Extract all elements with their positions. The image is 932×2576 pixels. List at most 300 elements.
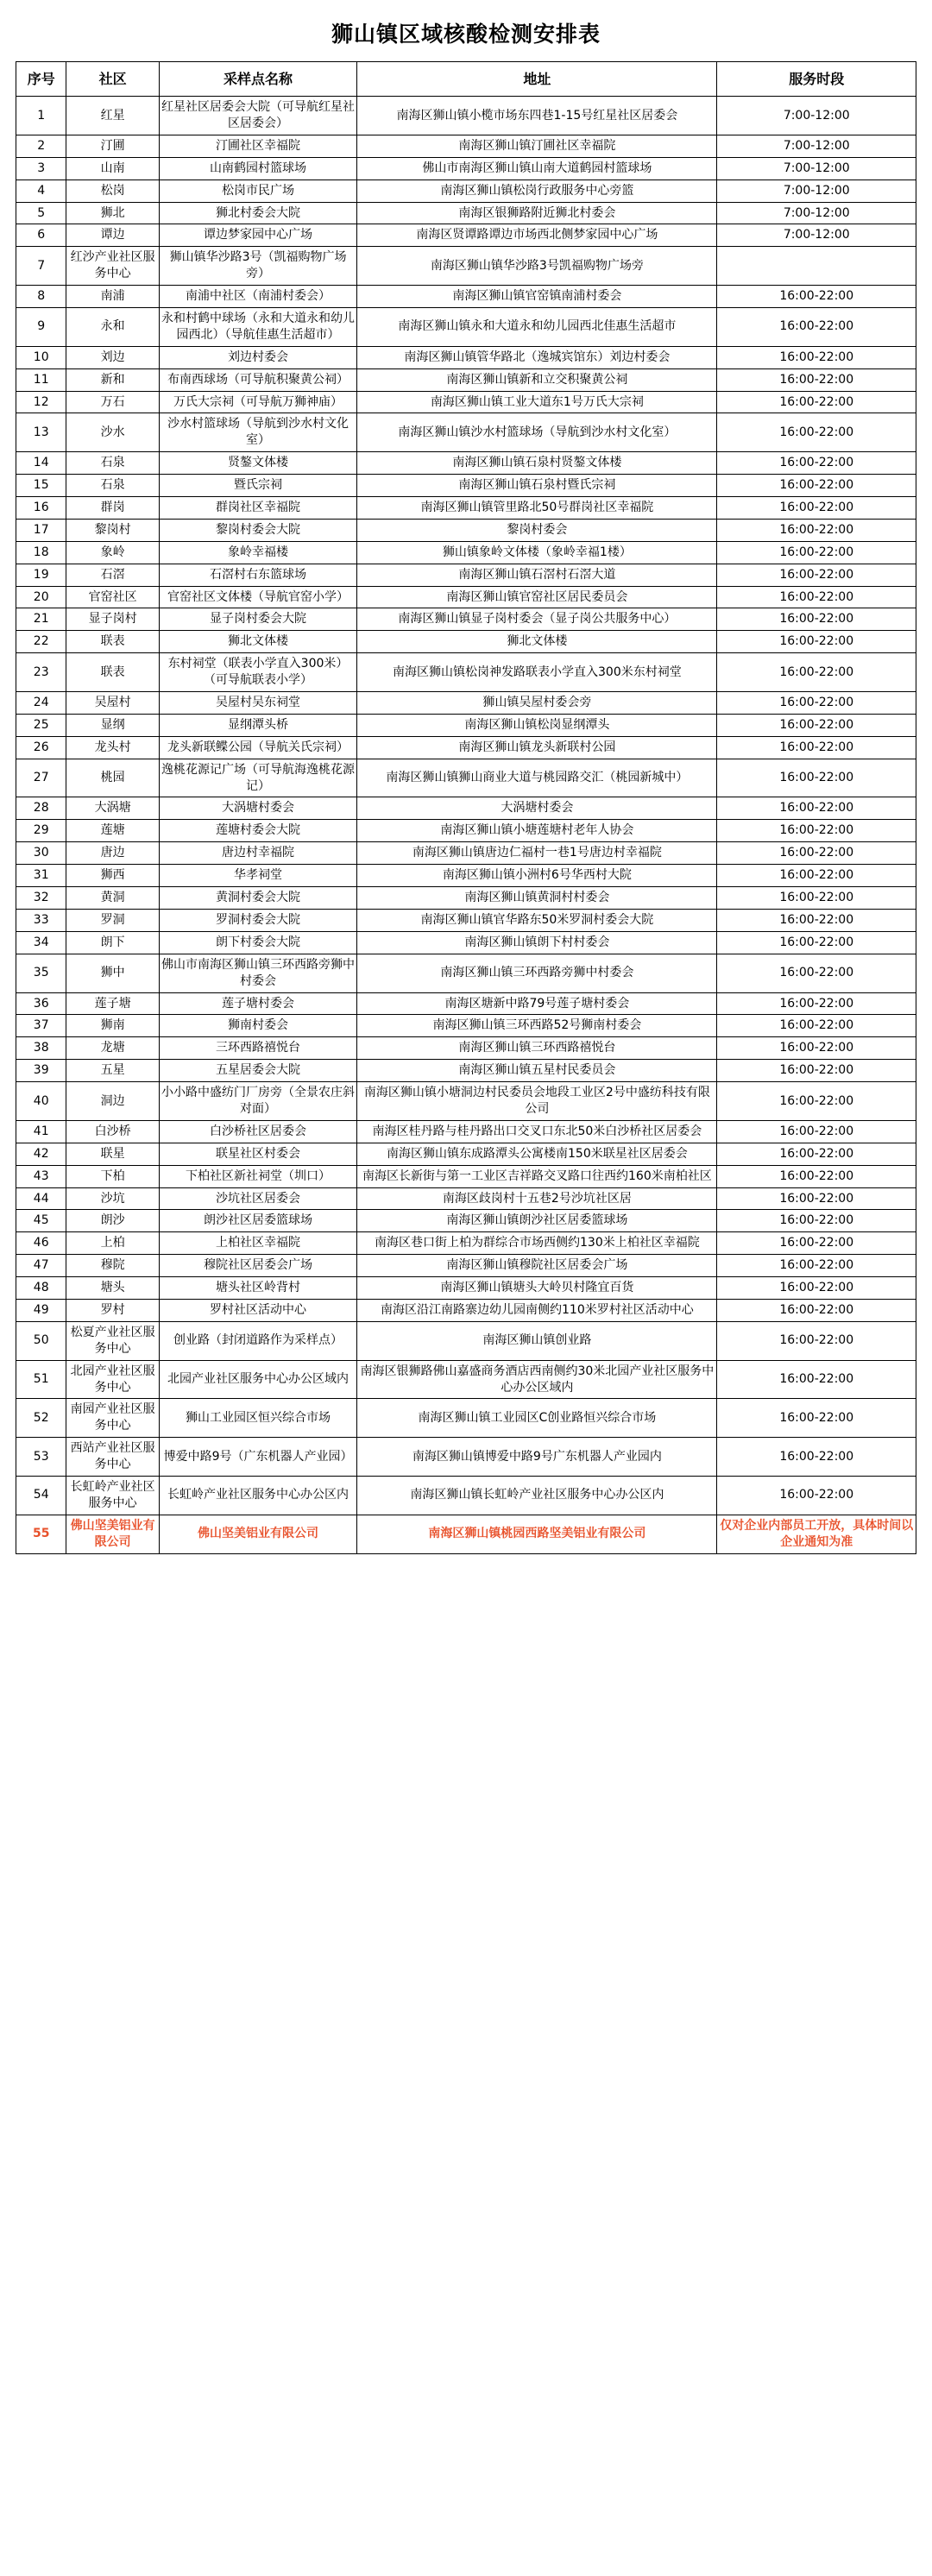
- cell-seq: 53: [16, 1438, 66, 1477]
- cell-time: 7:00-12:00: [717, 202, 916, 224]
- cell-address: 南海区狮山镇桃园西路坚美铝业有限公司: [357, 1515, 717, 1553]
- cell-address: 南海区狮山镇官窑社区居民委员会: [357, 586, 717, 608]
- cell-community: 北园产业社区服务中心: [66, 1360, 159, 1399]
- cell-time: 16:00-22:00: [717, 519, 916, 541]
- table-row: [16, 714, 916, 736]
- table-row: [16, 797, 916, 820]
- cell-community: 狮北: [66, 202, 159, 224]
- cell-seq: 19: [16, 564, 66, 586]
- cell-community: 汀圃: [66, 135, 159, 157]
- cell-address: 南海区狮山镇管里路北50号群岗社区幸福院: [357, 497, 717, 520]
- cell-community: 龙头村: [66, 736, 159, 759]
- cell-site: 狮山镇华沙路3号（凯福购物广场旁）: [159, 247, 356, 286]
- cell-address: 南海区狮山镇华沙路3号凯福购物广场旁: [357, 247, 717, 286]
- cell-time: 16:00-22:00: [717, 1476, 916, 1515]
- cell-site: 北园产业社区服务中心办公区域内: [159, 1360, 356, 1399]
- table-row: [16, 1277, 916, 1300]
- cell-address: 南海区桂丹路与桂丹路出口交叉口东北50米白沙桥社区居委会: [357, 1120, 717, 1143]
- table-row: [16, 1037, 916, 1060]
- table-row: [16, 541, 916, 564]
- cell-time: 16:00-22:00: [717, 759, 916, 797]
- cell-seq: 22: [16, 631, 66, 653]
- cell-address: 南海区狮山镇官华路东50米罗洞村委会大院: [357, 909, 717, 931]
- cell-time: 7:00-12:00: [717, 224, 916, 247]
- cell-time: 16:00-22:00: [717, 475, 916, 497]
- cell-seq: 23: [16, 653, 66, 692]
- cell-seq: 31: [16, 865, 66, 887]
- cell-address: 南海区狮山镇管华路北（逸城宾馆东）刘边村委会: [357, 346, 717, 368]
- cell-seq: 6: [16, 224, 66, 247]
- cell-address: 佛山市南海区狮山镇山南大道鹤园村篮球场: [357, 157, 717, 180]
- cell-community: 西站产业社区服务中心: [66, 1438, 159, 1477]
- table-row: [16, 887, 916, 910]
- cell-site: 联星社区村委会: [159, 1143, 356, 1165]
- table-row: [16, 452, 916, 475]
- table-row: [16, 180, 916, 202]
- table-row: [16, 1120, 916, 1143]
- cell-site: 显纲潭头桥: [159, 714, 356, 736]
- cell-community: 洞边: [66, 1082, 159, 1121]
- table-row: [16, 1082, 916, 1121]
- cell-community: 石泉: [66, 452, 159, 475]
- table-row: [16, 865, 916, 887]
- cell-time: 16:00-22:00: [717, 391, 916, 413]
- cell-seq: 25: [16, 714, 66, 736]
- cell-site: 南浦中社区（南浦村委会）: [159, 286, 356, 308]
- table-row: [16, 391, 916, 413]
- cell-site: 万氏大宗祠（可导航万狮神庙）: [159, 391, 356, 413]
- cell-site: 石滘村右东篮球场: [159, 564, 356, 586]
- cell-community: 红沙产业社区服务中心: [66, 247, 159, 286]
- cell-address: 狮北文体楼: [357, 631, 717, 653]
- cell-address: 南海区狮山镇狮山商业大道与桃园路交汇（桃园新城中）: [357, 759, 717, 797]
- cell-seq: 9: [16, 308, 66, 347]
- cell-community: 桃园: [66, 759, 159, 797]
- cell-community: 石滘: [66, 564, 159, 586]
- cell-seq: 28: [16, 797, 66, 820]
- cell-community: 联表: [66, 653, 159, 692]
- cell-time: 16:00-22:00: [717, 1438, 916, 1477]
- cell-address: 南海区狮山镇龙头新联村公园: [357, 736, 717, 759]
- cell-address: 南海区狮山镇松岗行政服务中心旁篮: [357, 180, 717, 202]
- cell-seq: 5: [16, 202, 66, 224]
- cell-seq: 54: [16, 1476, 66, 1515]
- cell-time: 16:00-22:00: [717, 1015, 916, 1037]
- cell-address: 南海区狮山镇长虹岭产业社区服务中心办公区内: [357, 1476, 717, 1515]
- table-row: [16, 346, 916, 368]
- cell-community: 穆院: [66, 1255, 159, 1277]
- cell-address: 南海区狮山镇小塘洞边村民委员会地段工业区2号中盛纺科技有限公司: [357, 1082, 717, 1121]
- table-row: [16, 954, 916, 992]
- cell-time: 16:00-22:00: [717, 1299, 916, 1321]
- schedule-table: [16, 61, 916, 1554]
- cell-community: 罗村: [66, 1299, 159, 1321]
- cell-time: 16:00-22:00: [717, 1360, 916, 1399]
- cell-address: 南海区狮山镇工业大道东1号万氏大宗祠: [357, 391, 717, 413]
- cell-address: 南海区贤谭路谭边市场西北侧梦家园中心广场: [357, 224, 717, 247]
- cell-community: 朗沙: [66, 1210, 159, 1232]
- cell-time: 16:00-22:00: [717, 931, 916, 954]
- cell-site: 佛山坚美铝业有限公司: [159, 1515, 356, 1553]
- page-title: 狮山镇区域核酸检测安排表: [331, 22, 601, 47]
- cell-time: 16:00-22:00: [717, 653, 916, 692]
- table-row: [16, 135, 916, 157]
- cell-address: 南海区歧岗村十五巷2号沙坑社区居: [357, 1187, 717, 1210]
- cell-address: 南海区狮山镇五星村民委员会: [357, 1060, 717, 1082]
- cell-community: 黎岗村: [66, 519, 159, 541]
- cell-time: 16:00-22:00: [717, 1399, 916, 1438]
- cell-site: 佛山市南海区狮山镇三环西路旁狮中村委会: [159, 954, 356, 992]
- table-row: [16, 1165, 916, 1187]
- table-row: [16, 368, 916, 391]
- table-row: [16, 586, 916, 608]
- cell-seq: 52: [16, 1399, 66, 1438]
- cell-seq: 15: [16, 475, 66, 497]
- cell-address: 南海区狮山镇黄洞村村委会: [357, 887, 717, 910]
- cell-address: 南海区巷口街上柏为群综合市场西侧约130米上柏社区幸福院: [357, 1232, 717, 1255]
- cell-community: 联星: [66, 1143, 159, 1165]
- cell-site: 罗村社区活动中心: [159, 1299, 356, 1321]
- cell-community: 官窑社区: [66, 586, 159, 608]
- table-row: [16, 157, 916, 180]
- cell-address: 南海区狮山镇小洲村6号华西村大院: [357, 865, 717, 887]
- cell-address: 南海区狮山镇石泉村暨氏宗祠: [357, 475, 717, 497]
- cell-site: 汀圃社区幸福院: [159, 135, 356, 157]
- table-row: [16, 931, 916, 954]
- cell-address: 南海区狮山镇创业路: [357, 1321, 717, 1360]
- cell-address: 南海区狮山镇沙水村篮球场（导航到沙水村文化室）: [357, 413, 717, 452]
- table-row: [16, 564, 916, 586]
- cell-site: 长虹岭产业社区服务中心办公区内: [159, 1476, 356, 1515]
- table-row: [16, 692, 916, 715]
- cell-address: 大涡塘村委会: [357, 797, 717, 820]
- cell-community: 显子岗村: [66, 608, 159, 631]
- cell-site: 朗下村委会大院: [159, 931, 356, 954]
- cell-community: 山南: [66, 157, 159, 180]
- cell-address: 黎岗村委会: [357, 519, 717, 541]
- cell-community: 莲子塘: [66, 992, 159, 1015]
- cell-seq: 13: [16, 413, 66, 452]
- cell-site: 狮北村委会大院: [159, 202, 356, 224]
- cell-site: 东村祠堂（联表小学直入300米）（可导航联表小学）: [159, 653, 356, 692]
- cell-time: 16:00-22:00: [717, 1165, 916, 1187]
- cell-site: 博爱中路9号（广东机器人产业园）: [159, 1438, 356, 1477]
- cell-time: 16:00-22:00: [717, 631, 916, 653]
- cell-community: 大涡塘: [66, 797, 159, 820]
- table-row: [16, 1015, 916, 1037]
- cell-site: 黄洞村委会大院: [159, 887, 356, 910]
- cell-seq: 50: [16, 1321, 66, 1360]
- cell-seq: 7: [16, 247, 66, 286]
- cell-community: 朗下: [66, 931, 159, 954]
- table-body: [16, 97, 916, 1553]
- cell-time: 仅对企业内部员工开放，具体时间以企业通知为准: [717, 1515, 916, 1553]
- cell-site: 三环西路禧悦台: [159, 1037, 356, 1060]
- cell-community: 沙水: [66, 413, 159, 452]
- table-row: [16, 1360, 916, 1399]
- cell-community: 显纲: [66, 714, 159, 736]
- cell-address: 南海区狮山镇小榄市场东四巷1-15号红星社区居委会: [357, 97, 717, 135]
- cell-community: 南浦: [66, 286, 159, 308]
- cell-time: 16:00-22:00: [717, 452, 916, 475]
- cell-community: 黄洞: [66, 887, 159, 910]
- cell-time: [717, 247, 916, 286]
- cell-community: 狮西: [66, 865, 159, 887]
- cell-site: 罗洞村委会大院: [159, 909, 356, 931]
- cell-seq: 32: [16, 887, 66, 910]
- cell-address: 南海区狮山镇塘头大岭贝村隆宜百货: [357, 1277, 717, 1300]
- cell-time: 16:00-22:00: [717, 308, 916, 347]
- cell-community: 南园产业社区服务中心: [66, 1399, 159, 1438]
- cell-community: 长虹岭产业社区服务中心: [66, 1476, 159, 1515]
- cell-site: 下柏社区新社祠堂（圳口）: [159, 1165, 356, 1187]
- cell-community: 群岗: [66, 497, 159, 520]
- cell-site: 山南鹤园村篮球场: [159, 157, 356, 180]
- cell-seq: 30: [16, 842, 66, 865]
- cell-site: 创业路（封闭道路作为采样点）: [159, 1321, 356, 1360]
- table-row: [16, 247, 916, 286]
- cell-address: 南海区狮山镇新和立交积聚黄公祠: [357, 368, 717, 391]
- cell-address: 南海区银狮路佛山嘉盛商务酒店西南侧约30米北园产业社区服务中心办公区域内: [357, 1360, 717, 1399]
- cell-site: 谭边梦家园中心广场: [159, 224, 356, 247]
- cell-time: 16:00-22:00: [717, 368, 916, 391]
- table-row: [16, 1321, 916, 1360]
- cell-seq: 18: [16, 541, 66, 564]
- table-row: [16, 909, 916, 931]
- cell-address: 南海区狮山镇三环西路旁狮中村委会: [357, 954, 717, 992]
- table-row: [16, 1299, 916, 1321]
- cell-time: 7:00-12:00: [717, 157, 916, 180]
- cell-site: 布南西球场（可导航积聚黄公祠）: [159, 368, 356, 391]
- cell-time: 16:00-22:00: [717, 1210, 916, 1232]
- cell-community: 谭边: [66, 224, 159, 247]
- cell-address: 南海区塘新中路79号莲子塘村委会: [357, 992, 717, 1015]
- cell-site: 上柏社区幸福院: [159, 1232, 356, 1255]
- cell-time: 16:00-22:00: [717, 286, 916, 308]
- cell-site: 白沙桥社区居委会: [159, 1120, 356, 1143]
- cell-time: 16:00-22:00: [717, 608, 916, 631]
- cell-address: 南海区狮山镇东成路潭头公寓楼南150米联星社区居委会: [357, 1143, 717, 1165]
- cell-address: 南海区狮山镇石泉村贤鏊文体楼: [357, 452, 717, 475]
- cell-time: 16:00-22:00: [717, 887, 916, 910]
- table-row: [16, 1476, 916, 1515]
- cell-time: 16:00-22:00: [717, 1120, 916, 1143]
- table-row: [16, 497, 916, 520]
- cell-community: 莲塘: [66, 820, 159, 842]
- cell-community: 罗洞: [66, 909, 159, 931]
- column-header-time: 服务时段: [717, 61, 916, 97]
- cell-time: 16:00-22:00: [717, 1037, 916, 1060]
- cell-community: 象岭: [66, 541, 159, 564]
- cell-community: 塘头: [66, 1277, 159, 1300]
- cell-site: 松岗市民广场: [159, 180, 356, 202]
- cell-seq: 44: [16, 1187, 66, 1210]
- column-header-community: 社区: [66, 61, 159, 97]
- cell-time: 16:00-22:00: [717, 1082, 916, 1121]
- cell-address: 南海区狮山镇工业园区C创业路恒兴综合市场: [357, 1399, 717, 1438]
- table-row: [16, 1232, 916, 1255]
- table-header-row: [16, 61, 916, 97]
- table-row: [16, 475, 916, 497]
- cell-site: 大涡塘村委会: [159, 797, 356, 820]
- cell-address: 南海区狮山镇石滘村石滘大道: [357, 564, 717, 586]
- cell-time: 16:00-22:00: [717, 1143, 916, 1165]
- cell-community: 沙坑: [66, 1187, 159, 1210]
- cell-time: 16:00-22:00: [717, 736, 916, 759]
- table-row: [16, 1060, 916, 1082]
- column-header-address: 地址: [357, 61, 717, 97]
- cell-time: 16:00-22:00: [717, 1255, 916, 1277]
- cell-seq: 29: [16, 820, 66, 842]
- cell-seq: 26: [16, 736, 66, 759]
- cell-community: 松岗: [66, 180, 159, 202]
- cell-site: 龙头新联鲽公园（导航关氏宗祠）: [159, 736, 356, 759]
- cell-community: 松夏产业社区服务中心: [66, 1321, 159, 1360]
- cell-time: 16:00-22:00: [717, 714, 916, 736]
- table-row: [16, 1210, 916, 1232]
- cell-address: 南海区狮山镇博爱中路9号广东机器人产业园内: [357, 1438, 717, 1477]
- cell-time: 7:00-12:00: [717, 97, 916, 135]
- cell-community: 狮中: [66, 954, 159, 992]
- cell-site: 刘边村委会: [159, 346, 356, 368]
- cell-address: 南海区沿江南路寨边幼儿园南侧约110米罗村社区活动中心: [357, 1299, 717, 1321]
- table-row: [16, 653, 916, 692]
- cell-site: 沙水村篮球场（导航到沙水村文化室）: [159, 413, 356, 452]
- cell-seq: 21: [16, 608, 66, 631]
- cell-seq: 20: [16, 586, 66, 608]
- table-row: [16, 842, 916, 865]
- column-header-site: 采样点名称: [159, 61, 356, 97]
- cell-site: 吴屋村吴东祠堂: [159, 692, 356, 715]
- cell-time: 16:00-22:00: [717, 1187, 916, 1210]
- cell-community: 白沙桥: [66, 1120, 159, 1143]
- cell-site: 莲塘村委会大院: [159, 820, 356, 842]
- cell-seq: 11: [16, 368, 66, 391]
- cell-time: 16:00-22:00: [717, 1060, 916, 1082]
- cell-time: 16:00-22:00: [717, 346, 916, 368]
- cell-community: 刘边: [66, 346, 159, 368]
- cell-seq: 42: [16, 1143, 66, 1165]
- cell-site: 贤鏊文体楼: [159, 452, 356, 475]
- table-row: [16, 1255, 916, 1277]
- cell-seq: 47: [16, 1255, 66, 1277]
- cell-time: 16:00-22:00: [717, 909, 916, 931]
- cell-seq: 17: [16, 519, 66, 541]
- cell-time: 16:00-22:00: [717, 413, 916, 452]
- cell-time: 16:00-22:00: [717, 954, 916, 992]
- cell-community: 联表: [66, 631, 159, 653]
- cell-seq: 35: [16, 954, 66, 992]
- cell-time: 16:00-22:00: [717, 692, 916, 715]
- cell-seq: 37: [16, 1015, 66, 1037]
- cell-community: 红星: [66, 97, 159, 135]
- table-row: [16, 308, 916, 347]
- table-row: [16, 1143, 916, 1165]
- cell-address: 南海区狮山镇官窑镇南浦村委会: [357, 286, 717, 308]
- table-row: [16, 1515, 916, 1553]
- cell-address: 南海区狮山镇三环西路禧悦台: [357, 1037, 717, 1060]
- cell-address: 南海区长新街与第一工业区吉祥路交叉路口往西约160米南柏社区: [357, 1165, 717, 1187]
- table-row: [16, 820, 916, 842]
- cell-address: 南海区银狮路附近狮北村委会: [357, 202, 717, 224]
- cell-community: 万石: [66, 391, 159, 413]
- cell-site: 逸桃花源记广场（可导航海逸桃花源记）: [159, 759, 356, 797]
- cell-site: 红星社区居委会大院（可导航红星社区居委会）: [159, 97, 356, 135]
- cell-time: 16:00-22:00: [717, 820, 916, 842]
- cell-site: 暨氏宗祠: [159, 475, 356, 497]
- cell-seq: 40: [16, 1082, 66, 1121]
- cell-seq: 39: [16, 1060, 66, 1082]
- cell-time: 16:00-22:00: [717, 865, 916, 887]
- table-row: [16, 736, 916, 759]
- cell-community: 下柏: [66, 1165, 159, 1187]
- table-row: [16, 1438, 916, 1477]
- cell-community: 永和: [66, 308, 159, 347]
- cell-time: 16:00-22:00: [717, 586, 916, 608]
- cell-seq: 33: [16, 909, 66, 931]
- cell-time: 7:00-12:00: [717, 180, 916, 202]
- table-row: [16, 519, 916, 541]
- cell-address: 南海区狮山镇朗沙社区居委篮球场: [357, 1210, 717, 1232]
- cell-community: 龙塘: [66, 1037, 159, 1060]
- cell-seq: 8: [16, 286, 66, 308]
- cell-community: 狮南: [66, 1015, 159, 1037]
- table-row: [16, 1187, 916, 1210]
- cell-address: 狮山镇象岭文体楼（象岭幸福1楼）: [357, 541, 717, 564]
- cell-address: 南海区狮山镇小塘莲塘村老年人协会: [357, 820, 717, 842]
- cell-seq: 36: [16, 992, 66, 1015]
- cell-time: 16:00-22:00: [717, 497, 916, 520]
- cell-site: 象岭幸福楼: [159, 541, 356, 564]
- table-row: [16, 759, 916, 797]
- cell-seq: 34: [16, 931, 66, 954]
- cell-community: 五星: [66, 1060, 159, 1082]
- cell-seq: 16: [16, 497, 66, 520]
- cell-address: 南海区狮山镇永和大道永和幼儿园西北佳惠生活超市: [357, 308, 717, 347]
- cell-community: 上柏: [66, 1232, 159, 1255]
- cell-site: 朗沙社区居委篮球场: [159, 1210, 356, 1232]
- cell-community: 吴屋村: [66, 692, 159, 715]
- cell-time: 16:00-22:00: [717, 797, 916, 820]
- cell-address: 南海区狮山镇汀圃社区幸福院: [357, 135, 717, 157]
- cell-seq: 2: [16, 135, 66, 157]
- table-row: [16, 97, 916, 135]
- cell-address: 南海区狮山镇唐边仁福村一巷1号唐边村幸福院: [357, 842, 717, 865]
- cell-site: 狮北文体楼: [159, 631, 356, 653]
- cell-seq: 1: [16, 97, 66, 135]
- cell-seq: 12: [16, 391, 66, 413]
- cell-address: 南海区狮山镇三环西路52号狮南村委会: [357, 1015, 717, 1037]
- cell-address: 南海区狮山镇穆院社区居委会广场: [357, 1255, 717, 1277]
- cell-time: 16:00-22:00: [717, 1232, 916, 1255]
- table-row: [16, 224, 916, 247]
- cell-site: 塘头社区岭背村: [159, 1277, 356, 1300]
- cell-time: 16:00-22:00: [717, 992, 916, 1015]
- cell-time: 16:00-22:00: [717, 1321, 916, 1360]
- table-row: [16, 286, 916, 308]
- cell-time: 16:00-22:00: [717, 541, 916, 564]
- cell-site: 沙坑社区居委会: [159, 1187, 356, 1210]
- cell-site: 莲子塘村委会: [159, 992, 356, 1015]
- cell-site: 永和村鹤中球场（永和大道永和幼儿园西北）（导航佳惠生活超市）: [159, 308, 356, 347]
- cell-site: 群岗社区幸福院: [159, 497, 356, 520]
- cell-seq: 49: [16, 1299, 66, 1321]
- cell-site: 五星居委会大院: [159, 1060, 356, 1082]
- cell-site: 显子岗村委会大院: [159, 608, 356, 631]
- cell-address: 南海区狮山镇显子岗村委会（显子岗公共服务中心）: [357, 608, 717, 631]
- table-row: [16, 1399, 916, 1438]
- cell-seq: 14: [16, 452, 66, 475]
